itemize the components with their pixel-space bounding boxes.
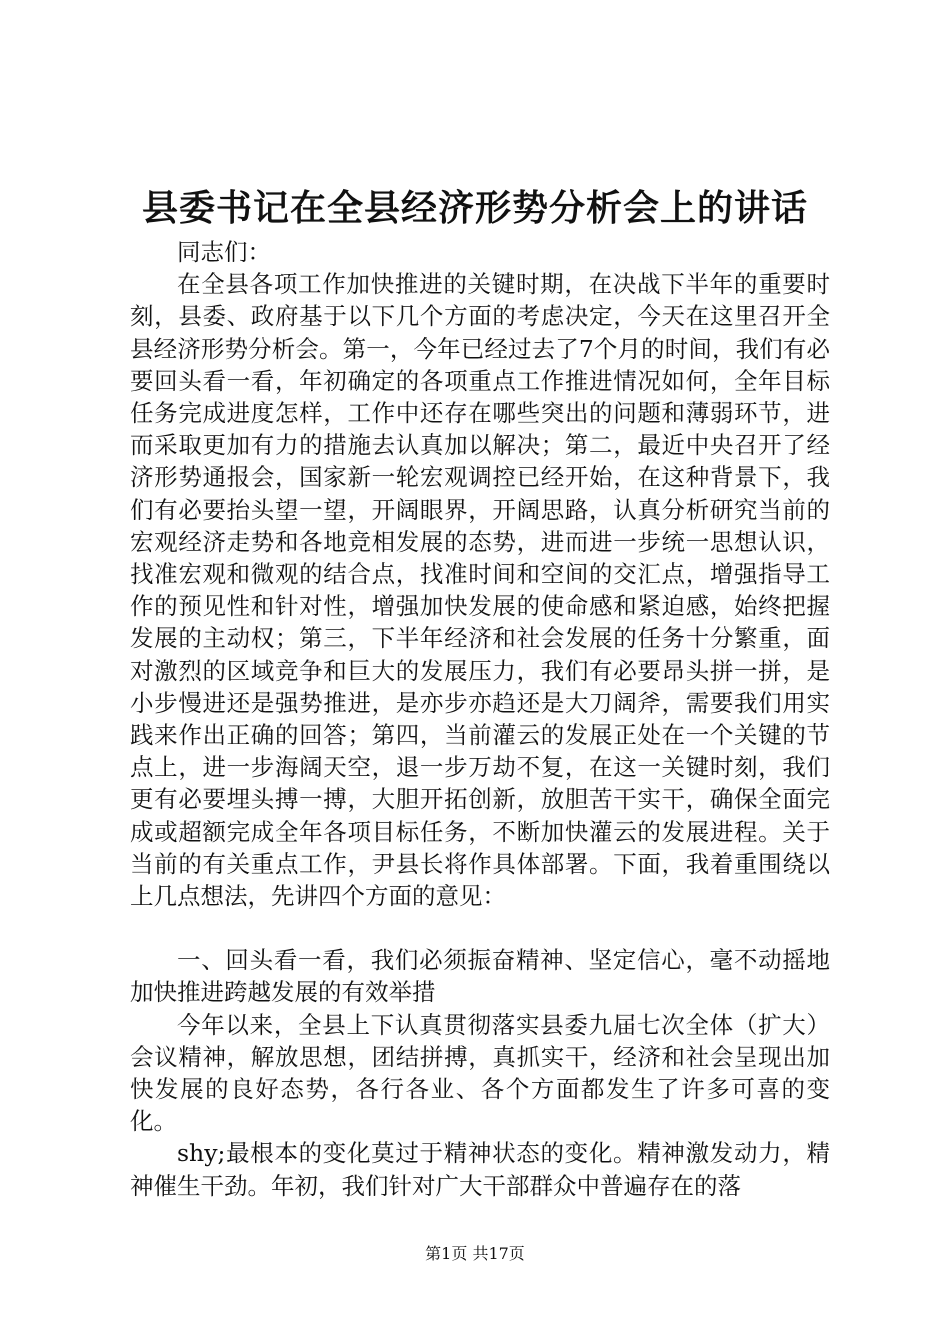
paragraph: 在全县各项工作加快推进的关键时期，在决战下半年的重要时刻，县委、政府基于以下几个方面的考虑决定，今天在这里召开全县经济形势分析会。第一，今年已经过去了7个月的时间，我们有必要回头看一看，年初确定的各项重点工作推进情况如何，全年目标任务完成进度怎样，工作中还存在哪些突出的问题和薄弱环节，进而采取更加有力的措施去认真加以解决；第二，最近中央召开了经济形势通报会，国家新一轮宏观调控已经开始，在这种背景下，我们有必要抬头望一望，开阔眼界，开阔思路，认真分析研究当前的宏观经济走势和各地竞相发展的态势，进而进一步统一思想认识，找准宏观和微观的结合点，找准时间和空间的交汇点，增强指导工作的预见性和针对性，增强加快发展的使命感和紧迫感，始终把握发展的主动权；第三，下半年经济和社会发展的任务十分繁重，面对激烈的区域竞争和巨大的发展压力，我们有必要昂头拼一拼，是小步慢进还是强势推进，是亦步亦趋还是大刀阔斧，需要我们用实践来作出正确的回答；第四，当前灌云的发展正处在一个关键的节点上，进一步海阔天空，退一步万劫不复，在这一关键时刻，我们更有必要埋头搏一搏，大胆开拓创新，放胆苦干实干，确保全面完成或超额完成全年各项目标任务，不断加快灌云的发展进程。关于当前的有关重点工作，尹县长将作具体部署。下面，我着重围绕以上几点想法，先讲四个方面的意见： <box>130 270 830 911</box>
salutation: 同志们： <box>177 238 271 266</box>
document-title: 县委书记在全县经济形势分析会上的讲话 <box>141 187 808 229</box>
page-number-footer: 第1页 共17页 <box>425 1244 525 1263</box>
section-heading: 一、回头看一看，我们必须振奋精神、坚定信心，毫不动摇地加快推进跨越发展的有效举措 <box>130 946 830 1007</box>
paragraph: 今年以来，全县上下认真贯彻落实县委九届七次全体（扩大）会议精神，解放思想，团结拼搏，真抓实干，经济和社会呈现出加快发展的良好态势，各行各业、各个方面都发生了许多可喜的变化。 <box>130 1010 830 1136</box>
paragraph: shy;最根本的变化莫过于精神状态的变化。精神激发动力，精神催生干劲。年初，我们针对广大干部群众中普遍存在的落 <box>130 1139 830 1200</box>
document-body <box>130 236 830 1202</box>
